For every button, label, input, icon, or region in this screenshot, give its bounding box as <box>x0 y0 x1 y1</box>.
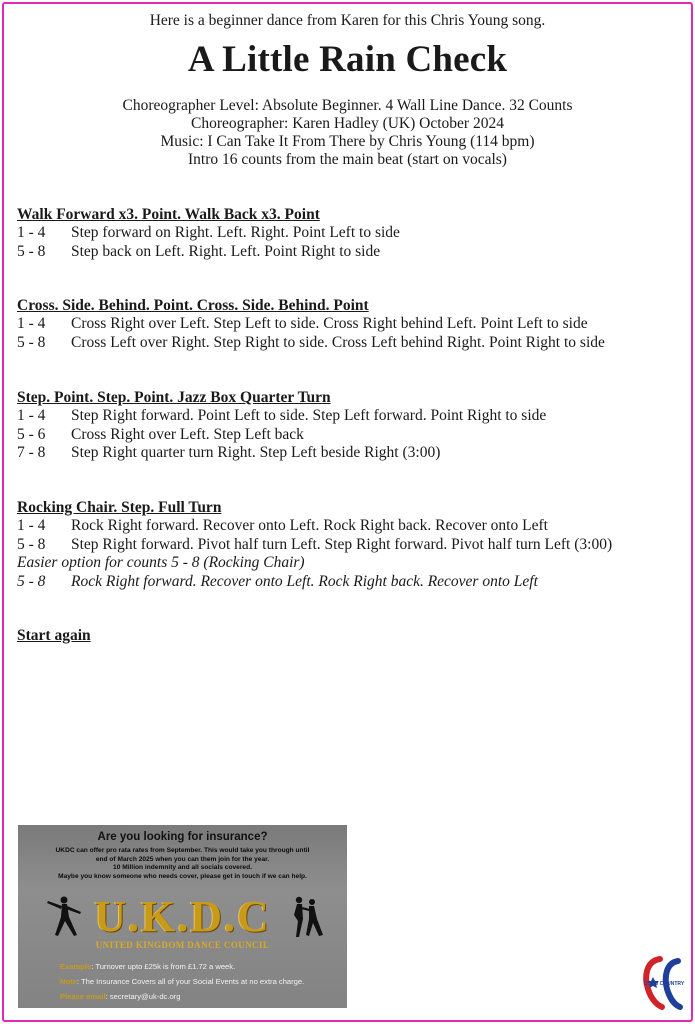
dancing-couple-icon <box>285 895 325 939</box>
step-description: Rock Right forward. Recover onto Left. Rock Right back. Recover onto Left <box>71 517 548 534</box>
ad-example-key: Example <box>60 962 92 971</box>
cc-logo-text: CO 50 COUNTRY <box>643 981 685 987</box>
step-description: Step Right forward. Point Left to side. Step Left forward. Point Right to side <box>71 407 547 424</box>
dance-info <box>0 97 695 169</box>
step-counts: 5 - 8 <box>17 242 46 260</box>
easier-option-note: Easier option for counts 5 - 8 (Rocking Chair) <box>17 554 305 571</box>
step-row <box>17 243 687 262</box>
step-counts: 5 - 8 <box>17 572 46 590</box>
step-description: Step Right quarter turn Right. Step Left beside Right (3:00) <box>71 444 441 461</box>
step-row <box>17 536 687 555</box>
insurance-advert <box>18 825 347 1008</box>
ad-note-line <box>60 977 304 986</box>
alt-step-row <box>17 573 687 592</box>
ad-body-line: Maybe you know someone who needs cover, please get in touch if we can help. <box>58 872 307 880</box>
ad-email-line <box>60 992 180 1001</box>
ad-title: Are you looking for insurance? <box>97 831 268 843</box>
step-description: Step Right forward. Pivot half turn Left. Step Right forward. Pivot half turn Left (3:00) <box>71 535 613 553</box>
section-title: Cross. Side. Behind. Point. Cross. Side. Behind. Point <box>17 297 369 314</box>
step-row <box>17 444 687 463</box>
ad-email-key: Please email <box>60 992 106 1001</box>
ukdc-logo-subtitle: UNITED KINGDOM DANCE COUNCIL <box>95 940 270 950</box>
step-description: Step forward on Right. Left. Right. Point Left to side <box>71 224 400 241</box>
level-line: Choreographer Level: Absolute Beginner. 4 Wall Line Dance. 32 Counts <box>122 97 573 114</box>
page-title: A Little Rain Check <box>187 39 508 80</box>
step-counts: 1 - 4 <box>17 224 46 241</box>
step-description: Cross Right over Left. Step Left back <box>71 425 304 443</box>
ad-example-text: : Turnover upto £25k is from £1.72 a week. <box>91 962 236 971</box>
step-row <box>17 426 687 445</box>
section-title: Rocking Chair. Step. Full Turn <box>17 499 222 516</box>
step-description: Cross Right over Left. Step Left to side. Cross Right behind Left. Point Left to side <box>71 315 588 332</box>
step-description: Step back on Left. Right. Left. Point Right to side <box>71 242 381 260</box>
step-counts: 1 - 4 <box>17 315 46 332</box>
start-again-label: Start again <box>17 627 91 644</box>
step-counts: 5 - 8 <box>17 333 46 351</box>
intro-counts-line: Intro 16 counts from the main beat (start on vocals) <box>188 151 507 168</box>
ad-body-line: 10 Million indemnity and all socials covered. <box>113 864 252 872</box>
ad-example-line <box>60 962 235 971</box>
intro-text: Here is a beginner dance from Karen for this Chris Young song. <box>149 12 546 29</box>
step-row <box>17 407 687 426</box>
step-row <box>17 517 687 536</box>
ad-email-text: : secretary@uk-dc.org <box>105 992 181 1001</box>
ad-body-line: UKDC can offer pro rata rates from September. This would take you through until <box>55 847 310 854</box>
step-counts: 5 - 6 <box>17 425 46 443</box>
section-cross <box>17 297 687 352</box>
ad-body-line: end of March 2025 when you can them join for the year. <box>95 855 270 863</box>
section-jazz-box <box>17 389 687 463</box>
step-counts: 7 - 8 <box>17 444 46 461</box>
choreographer-line: Choreographer: Karen Hadley (UK) October 2024 <box>191 115 504 132</box>
ad-note-text: : The Insurance Covers all of your Social Events at no extra charge. <box>76 977 305 986</box>
step-counts: 5 - 8 <box>17 535 46 553</box>
step-counts: 1 - 4 <box>17 517 46 534</box>
step-description: Cross Left over Right. Step Right to side. Cross Left behind Right. Point Right to side <box>71 333 605 351</box>
step-counts: 1 - 4 <box>17 407 46 424</box>
music-line: Music: I Can Take It From There by Chris Young (114 bpm) <box>160 133 535 150</box>
section-rocking-chair <box>17 499 687 591</box>
step-row <box>17 334 687 353</box>
step-row <box>17 315 687 334</box>
ad-body <box>24 847 341 881</box>
cc-country-logo-icon <box>640 955 686 1013</box>
ad-note-key: Note <box>60 977 77 986</box>
section-title: Step. Point. Step. Point. Jazz Box Quarter Turn <box>17 389 331 406</box>
ukdc-logo: U.K.D.C <box>94 892 271 941</box>
step-description: Rock Right forward. Recover onto Left. Rock Right back. Recover onto Left <box>71 572 538 590</box>
section-walk <box>17 206 687 261</box>
step-row <box>17 224 687 243</box>
section-title: Walk Forward x3. Point. Walk Back x3. Point <box>17 206 320 223</box>
